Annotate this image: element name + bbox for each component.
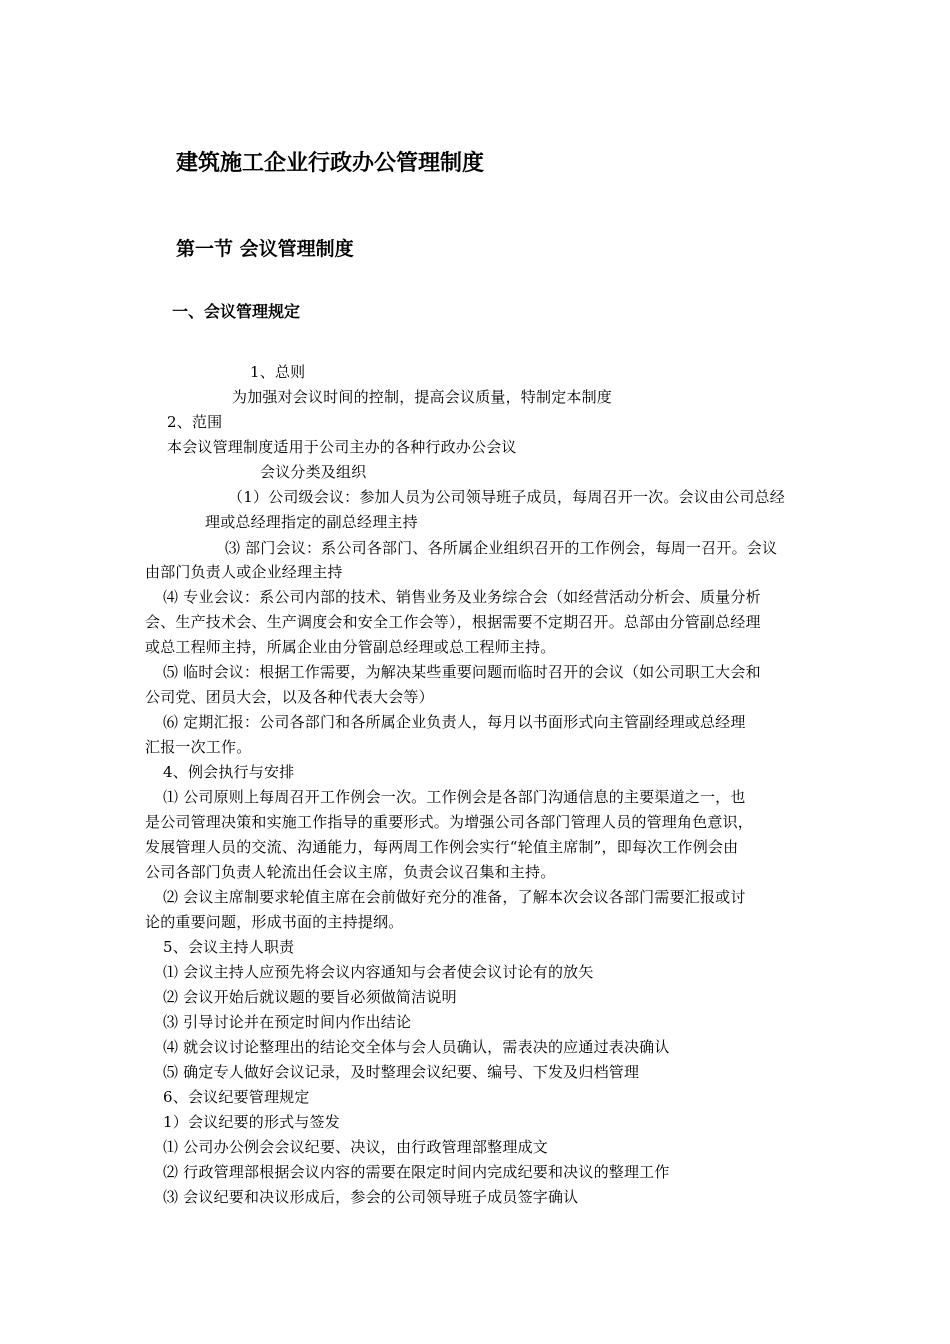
document-title: 建筑施工企业行政办公管理制度 [176, 151, 485, 176]
body-line: 论的重要问题，形成书面的主持提纲。 [145, 913, 404, 931]
body-line: 2、范围 [167, 413, 223, 431]
body-line: 理或总经理指定的副总经理主持 [205, 513, 418, 531]
body-line: ⑹ 定期汇报：公司各部门和各所属企业负责人，每月以书面形式向主管副经理或总经理 [163, 713, 746, 731]
body-line: ⑴ 公司办公例会会议纪要、决议，由行政管理部整理成文 [163, 1138, 548, 1156]
body-line: 为加强对会议时间的控制，提高会议质量，特制定本制度 [232, 388, 613, 406]
body-line: 1、总则 [250, 363, 306, 381]
subsection-heading: 一、会议管理规定 [172, 302, 301, 321]
body-line: （1）公司级会议：参加人员为公司领导班子成员，每周召开一次。会议由公司总经 [228, 488, 785, 506]
body-line: ⑵ 会议主席制要求轮值主席在会前做好充分的准备，了解本次会议各部门需要汇报或讨 [163, 888, 746, 906]
body-line: ⑸ 临时会议：根据工作需要，为解决某些重要问题而临时召开的会议（如公司职工大会和 [163, 663, 761, 681]
body-line: ⑷ 就会议讨论整理出的结论交全体与会人员确认，需表决的应通过表决确认 [163, 1038, 670, 1056]
body-line: ⑴ 会议主持人应预先将会议内容通知与会者使会议讨论有的放矢 [163, 963, 594, 981]
body-line: ⑶ 部门会议：系公司各部门、各所属企业组织召开的工作例会，每周一召开。会议 [225, 539, 778, 557]
body-line: ⑶ 会议纪要和决议形成后，参会的公司领导班子成员签字确认 [163, 1188, 579, 1206]
body-line: ⑵ 行政管理部根据会议内容的需要在限定时间内完成纪要和决议的整理工作 [163, 1163, 670, 1181]
body-line: 本会议管理制度适用于公司主办的各种行政办公会议 [167, 438, 517, 456]
body-line: 汇报一次工作。 [145, 738, 252, 756]
body-line: ⑷ 专业会议：系公司内部的技术、销售业务及业务综合会（如经营活动分析会、质量分析 [163, 588, 761, 606]
body-line: 发展管理人员的交流、沟通能力，每两周工作例会实行“轮值主席制”，即每次工作例会由 [145, 838, 739, 856]
body-line: 4、例会执行与安排 [163, 763, 295, 781]
body-line: 会议分类及组织 [260, 463, 367, 481]
body-line: ⑵ 会议开始后就议题的要旨必须做简洁说明 [163, 988, 457, 1006]
body-line: 6、会议纪要管理规定 [163, 1088, 310, 1106]
body-line: ⑶ 引导讨论并在预定时间内作出结论 [163, 1013, 412, 1031]
body-line: ⑴ 公司原则上每周召开工作例会一次。工作例会是各部门沟通信息的主要渠道之一，也 [163, 788, 746, 806]
body-line: 公司各部门负责人轮流出任会议主席，负责会议召集和主持。 [145, 863, 556, 881]
body-line: 1）会议纪要的形式与签发 [163, 1113, 340, 1131]
body-line: 或总工程师主持，所属企业由分管副总经理或总工程师主持。 [145, 638, 556, 656]
body-line: 5、会议主持人职责 [163, 938, 295, 956]
body-line: 公司党、团员大会，以及各种代表大会等） [145, 688, 434, 706]
section-heading: 第一节 会议管理制度 [176, 238, 354, 260]
body-line: ⑸ 确定专人做好会议记录，及时整理会议纪要、编号、下发及归档管理 [163, 1063, 640, 1081]
body-line: 会、生产技术会、生产调度会和安全工作会等），根据需要不定期召开。总部由分管副总经理 [145, 613, 761, 631]
body-line: 是公司管理决策和实施工作指导的重要形式。为增强公司各部门管理人员的管理角色意识， [145, 813, 754, 831]
body-line: 由部门负责人或企业经理主持 [145, 563, 343, 581]
